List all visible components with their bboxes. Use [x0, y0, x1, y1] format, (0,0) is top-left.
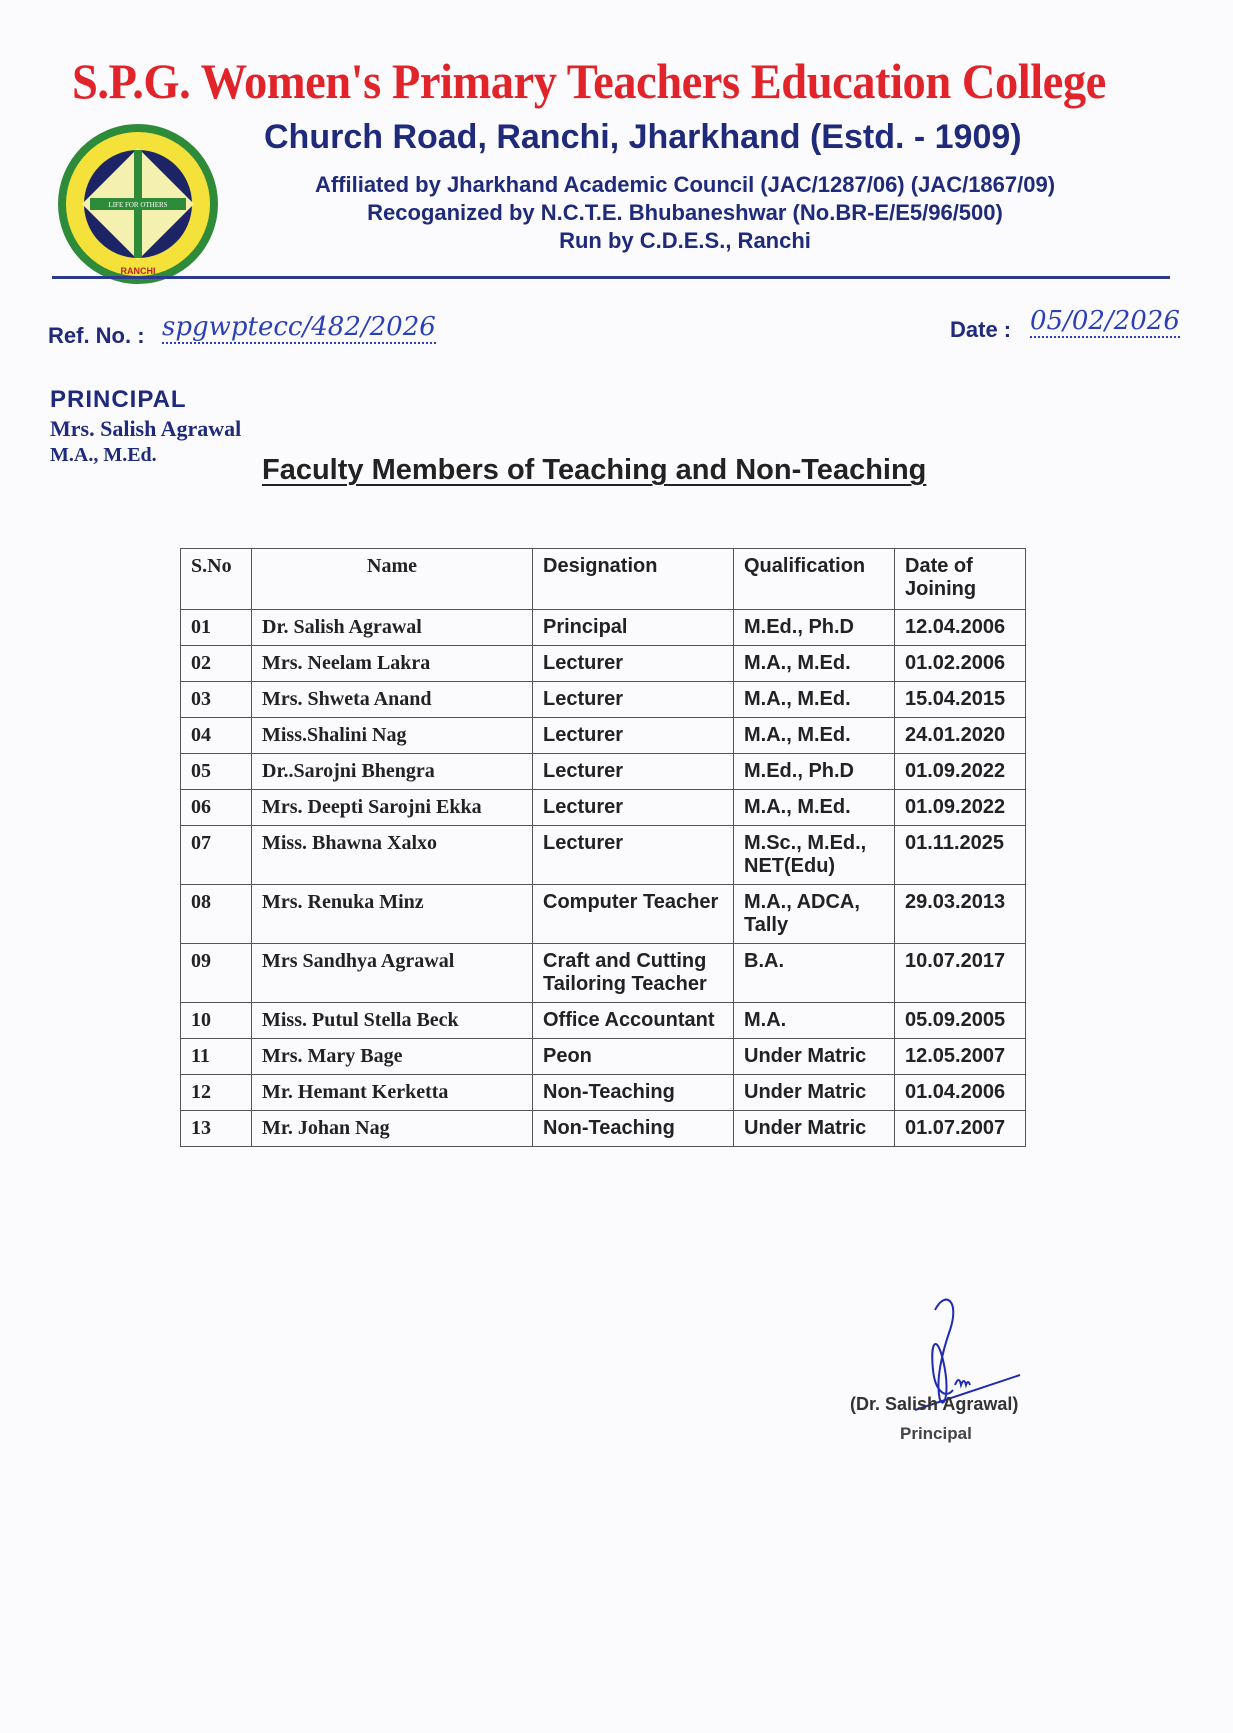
cell-qualification: M.A., M.Ed. — [734, 718, 895, 754]
cell-name: Miss. Putul Stella Beck — [252, 1003, 533, 1039]
table-row — [181, 718, 1026, 754]
college-name: S.P.G. Women's Primary Teachers Education College — [72, 53, 1106, 109]
cell-name: Mrs. Shweta Anand — [252, 682, 533, 718]
principal-title: PRINCIPAL — [50, 386, 187, 413]
cell-name: Miss.Shalini Nag — [252, 718, 533, 754]
cell-qualification: M.A., M.Ed. — [734, 682, 895, 718]
cell-designation: Principal — [533, 610, 734, 646]
cell-designation: Non-Teaching — [533, 1111, 734, 1147]
table-row — [181, 790, 1026, 826]
table-row — [181, 1003, 1026, 1039]
cell-name: Miss. Bhawna Xalxo — [252, 826, 533, 885]
table-row — [181, 1039, 1026, 1075]
cell-sno: 13 — [181, 1111, 252, 1147]
cell-sno: 07 — [181, 826, 252, 885]
cell-name: Dr..Sarojni Bhengra — [252, 754, 533, 790]
principal-name: Mrs. Salish Agrawal — [50, 416, 242, 441]
cell-date-of-joining: 01.07.2007 — [895, 1111, 1026, 1147]
cell-designation: Peon — [533, 1039, 734, 1075]
cell-name: Dr. Salish Agrawal — [252, 610, 533, 646]
column-header-qualification: Qualification — [734, 549, 895, 610]
column-header-name: Name — [252, 549, 533, 610]
cell-sno: 05 — [181, 754, 252, 790]
table-row — [181, 885, 1026, 944]
cell-name: Mrs. Mary Bage — [252, 1039, 533, 1075]
cell-sno: 04 — [181, 718, 252, 754]
cell-name: Mr. Hemant Kerketta — [252, 1075, 533, 1111]
cell-sno: 10 — [181, 1003, 252, 1039]
cell-date-of-joining: 01.02.2006 — [895, 646, 1026, 682]
cell-qualification: Under Matric — [734, 1111, 895, 1147]
run-by-line: Run by C.D.E.S., Ranchi — [559, 228, 811, 253]
cell-date-of-joining: 15.04.2015 — [895, 682, 1026, 718]
cell-designation: Lecturer — [533, 682, 734, 718]
recognition-line: Recoganized by N.C.T.E. Bhubaneshwar (No.BR-E/E5/96/500) — [367, 200, 1003, 225]
logo-ranchi: RANCHI — [120, 266, 156, 276]
table-header-row — [181, 549, 1026, 610]
cell-name: Mrs. Neelam Lakra — [252, 646, 533, 682]
table-row — [181, 1075, 1026, 1111]
cell-sno: 08 — [181, 885, 252, 944]
cell-date-of-joining: 01.09.2022 — [895, 754, 1026, 790]
table-row — [181, 610, 1026, 646]
header-divider — [52, 276, 1170, 279]
cell-designation: Lecturer — [533, 826, 734, 885]
cell-qualification: M.A., M.Ed. — [734, 790, 895, 826]
ref-number-label: Ref. No. : — [48, 323, 145, 348]
document-title: Faculty Members of Teaching and Non-Teaching — [262, 454, 927, 486]
cell-sno: 12 — [181, 1075, 252, 1111]
cell-sno: 11 — [181, 1039, 252, 1075]
cell-designation: Computer Teacher — [533, 885, 734, 944]
table-row — [181, 754, 1026, 790]
cell-sno: 01 — [181, 610, 252, 646]
table-row — [181, 944, 1026, 1003]
cell-date-of-joining: 01.09.2022 — [895, 790, 1026, 826]
faculty-table — [180, 548, 1026, 1147]
cell-date-of-joining: 05.09.2005 — [895, 1003, 1026, 1039]
cell-sno: 09 — [181, 944, 252, 1003]
table-row — [181, 646, 1026, 682]
cell-designation: Craft and Cutting Tailoring Teacher — [533, 944, 734, 1003]
cell-date-of-joining: 01.04.2006 — [895, 1075, 1026, 1111]
column-header-date-of-joining: Date of Joining — [895, 549, 1026, 610]
table-row — [181, 1111, 1026, 1147]
signatory-role: Principal — [900, 1424, 972, 1443]
signatory-name: (Dr. Salish Agrawal) — [850, 1394, 1019, 1414]
cell-designation: Lecturer — [533, 754, 734, 790]
cell-qualification: B.A. — [734, 944, 895, 1003]
cell-name: Mrs. Deepti Sarojni Ekka — [252, 790, 533, 826]
cell-qualification: Under Matric — [734, 1075, 895, 1111]
cell-date-of-joining: 12.05.2007 — [895, 1039, 1026, 1075]
affiliation-line: Affiliated by Jharkhand Academic Council (JAC/1287/06) (JAC/1867/09) — [314, 172, 1056, 197]
cell-sno: 02 — [181, 646, 252, 682]
cell-date-of-joining: 29.03.2013 — [895, 885, 1026, 944]
cell-sno: 06 — [181, 790, 252, 826]
column-header-sno: S.No — [181, 549, 252, 610]
cell-qualification: M.A., ADCA, Tally — [734, 885, 895, 944]
cell-qualification: M.Ed., Ph.D — [734, 610, 895, 646]
table-row — [181, 682, 1026, 718]
column-header-designation: Designation — [533, 549, 734, 610]
principal-qualification: M.A., M.Ed. — [50, 444, 157, 466]
cell-date-of-joining: 24.01.2020 — [895, 718, 1026, 754]
cell-qualification: M.A. — [734, 1003, 895, 1039]
cell-date-of-joining: 01.11.2025 — [895, 826, 1026, 885]
cell-name: Mrs. Renuka Minz — [252, 885, 533, 944]
cell-qualification: Under Matric — [734, 1039, 895, 1075]
cell-qualification: M.A., M.Ed. — [734, 646, 895, 682]
table-body — [181, 610, 1026, 1147]
cell-name: Mrs Sandhya Agrawal — [252, 944, 533, 1003]
cell-sno: 03 — [181, 682, 252, 718]
college-address: Church Road, Ranchi, Jharkhand (Estd. - 1909) — [264, 118, 1022, 156]
ref-number-value: spgwptecc/482/2026 — [162, 312, 436, 342]
logo-motto: LIFE FOR OTHERS — [108, 201, 168, 209]
cell-designation: Lecturer — [533, 790, 734, 826]
college-logo-icon — [56, 122, 220, 286]
cell-designation: Office Accountant — [533, 1003, 734, 1039]
cell-date-of-joining: 10.07.2017 — [895, 944, 1026, 1003]
cell-designation: Non-Teaching — [533, 1075, 734, 1111]
cell-qualification: M.Sc., M.Ed., NET(Edu) — [734, 826, 895, 885]
cell-qualification: M.Ed., Ph.D — [734, 754, 895, 790]
cell-name: Mr. Johan Nag — [252, 1111, 533, 1147]
table-row — [181, 826, 1026, 885]
cell-designation: Lecturer — [533, 718, 734, 754]
date-label: Date : — [950, 317, 1012, 342]
cell-date-of-joining: 12.04.2006 — [895, 610, 1026, 646]
cell-designation: Lecturer — [533, 646, 734, 682]
date-value: 05/02/2026 — [1030, 306, 1180, 336]
